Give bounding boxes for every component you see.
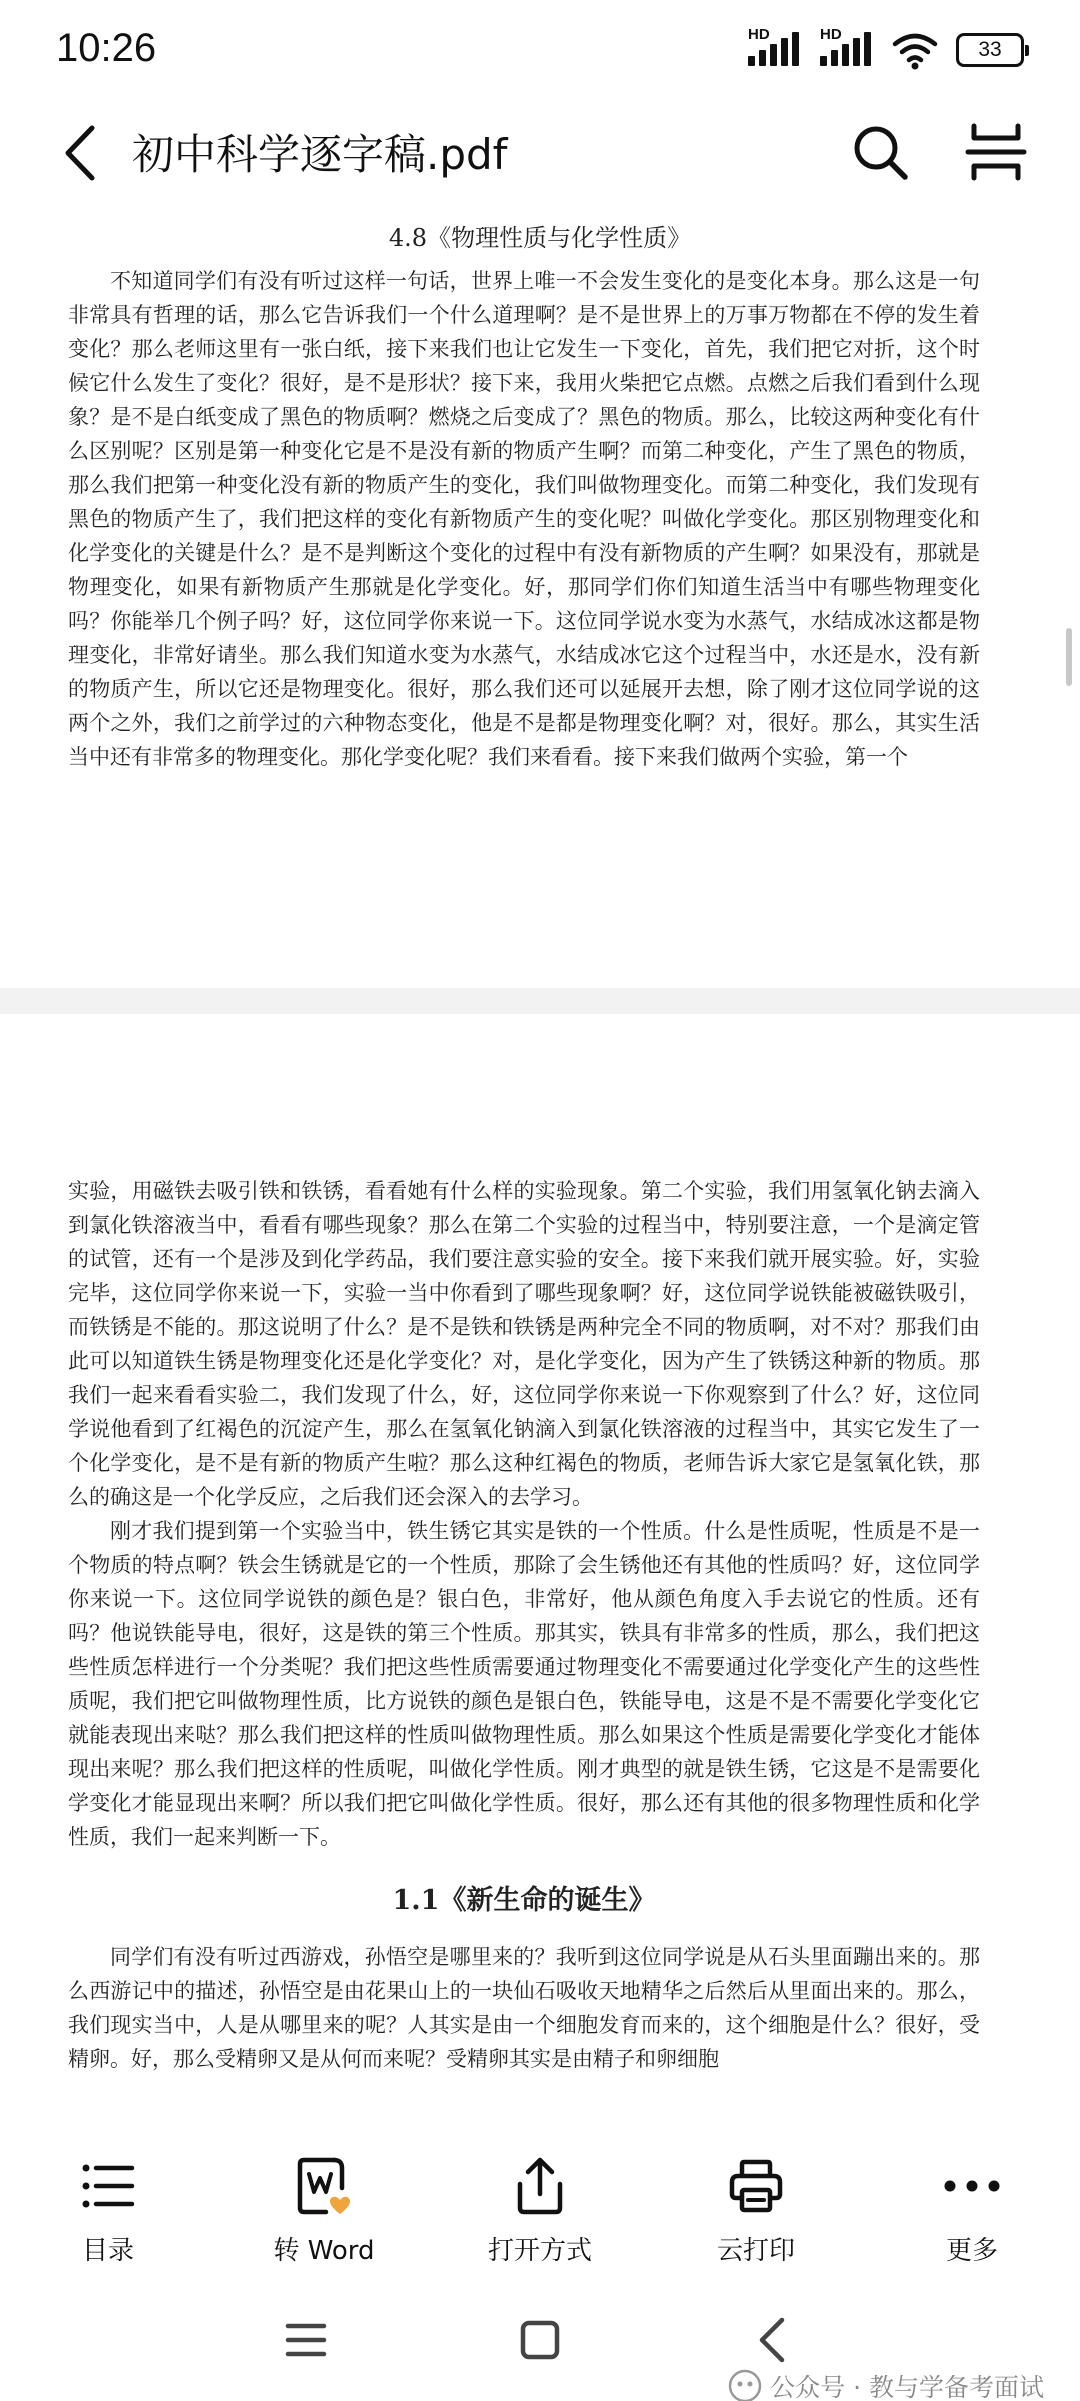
toc-button[interactable] xyxy=(18,2154,198,2267)
open-with-label: 打开方式 xyxy=(487,2236,592,2266)
paragraph: 刚才我们提到第一个实验当中，铁生锈它其实是铁的一个性质。什么是性质呢，性质是不是一个物质的特点啊？铁会生锈就是它的一个性质，那除了会生锈他还有其他的性质吗？好，这位同学你来说一下。这位同学说铁的颜色是？银白色，非常好，他从颜色角度入手去说它的性质。还有吗？他说铁能导电，很好，这是铁的第三个性质。那其实，铁具有非常多的性质，那么，我们把这些性质怎样进行一个分类呢？我们把这些性质需要通过物理变化不需要通过化学变化产生的这些性质呢，我们把它叫做物理性质，比方说铁的颜色是银白色，铁能导电，这是不是不需要化学变化它就能表现出来哒？那么我们把这样的性质叫做物理性质。那么如果这个性质是需要化学变化才能体现出来呢？那么我们把这样的性质呢，叫做化学性质。刚才典型的就是铁生锈，它这是不是需要化学变化才能显现出来啊？所以我们把它叫做化学性质。很好，那么还有其他的很多物理性质和化学性质，我们一起来判断一下。 xyxy=(68,1519,980,1849)
section-title: 4.8《物理性质与化学性质》 xyxy=(388,224,692,252)
app-header xyxy=(0,100,1080,208)
watermark xyxy=(728,2368,1044,2401)
back-nav-icon[interactable] xyxy=(744,2310,804,2370)
share-icon xyxy=(508,2154,572,2218)
cloud-print-label: 云打印 xyxy=(716,2236,795,2266)
convert-word-button[interactable] xyxy=(234,2154,414,2267)
word-convert-icon xyxy=(292,2154,356,2218)
watermark-text: 公众号 · 教与学备考面试 xyxy=(770,2373,1044,2401)
battery-icon xyxy=(956,33,1024,67)
toc-label: 目录 xyxy=(81,2236,134,2266)
network-label: HD xyxy=(748,26,770,43)
scrollbar-thumb[interactable] xyxy=(1066,628,1072,686)
page-text xyxy=(68,1174,980,2076)
convert-word-label: 转 Word xyxy=(273,2236,375,2266)
paragraph: 实验，用磁铁去吸引铁和铁锈，看看她有什么样的实验现象。第二个实验，我们用氢氧化钠去滴入到氯化铁溶液当中，看看有哪些现象？那么在第二个实验的过程当中，特别要注意，一个是滴定管的试管，还有一个是涉及到化学药品，我们要注意实验的安全。接下来我们就开展实验。好，实验完毕，这位同学你来说一下，实验一当中你看到了哪些现象啊？好，这位同学说铁能被磁铁吸引，而铁锈是不能的。那这说明了什么？是不是铁和铁锈是两种完全不同的物质啊，对不对？那我们由此可以知道铁生锈是物理变化还是化学变化？对，是化学变化，因为产生了铁锈这种新的物质。那我们一起来看看实验二，我们发现了什么，好，这位同学你来说一下你观察到了什么？好，这位同学说他看到了红褐色的沉淀产生，那么在氢氧化钠滴入到氯化铁溶液的过程当中，其实它发生了一个化学变化，是不是有新的物质产生啦？那么这种红褐色的物质，老师告诉大家它是氢氧化铁，那么的确这是一个化学反应，之后我们还会深入的去学习。 xyxy=(68,1179,980,1509)
paragraph: 不知道同学们有没有听过这样一句话，世界上唯一不会发生变化的是变化本身。那么这是一句非常具有哲理的话，那么它告诉我们一个什么道理啊？是不是世界上的万事万物都在不停的发生着变化？那么老师这里有一张白纸，接下来我们也让它发生一下变化，首先，我们把它对折，这个时候它什么发生了变化？很好，是不是形状？接下来，我用火柴把它点燃。点燃之后我们看到什么现象？是不是白纸变成了黑色的物质啊？燃烧之后变成了？黑色的物质。那么，比较这两种变化有什么区别呢？区别是第一种变化它是不是没有新的物质产生啊？而第二种变化，产生了黑色的物质，那么我们把第一种变化没有新的物质产生的变化，我们叫做物理变化。而第二种变化，我们发现有黑色的物质产生了，我们把这样的变化有新物质产生的变化呢？叫做化学变化。那区别物理变化和化学变化的关键是什么？是不是判断这个变化的过程中有没有新物质的产生啊？如果没有，那就是物理变化，如果有新物质产生那就是化学变化。好，那同学们你们知道生活当中有哪些物理变化吗？你能举几个例子吗？好，这位同学你来说一下。这位同学说水变为水蒸气，水结成冰这都是物理变化，非常好请坐。那么我们知道水变为水蒸气，水结成冰它这个过程当中，水还是水，没有新的物质产生，所以它还是物理变化。很好，那么我们还可以延展开去想，除了刚才这位同学说的这两个之外，我们之前学过的六种物态变化，他是不是都是物理变化啊？对，很好。那么，其实生活当中还有非常多的物理变化。那化学变化呢？我们来看看。接下来我们做两个实验，第一个 xyxy=(68,269,980,769)
pdf-page-2 xyxy=(0,1014,1080,2140)
signal-icon-2 xyxy=(820,26,874,70)
cloud-print-button[interactable] xyxy=(666,2154,846,2267)
menu-icon[interactable] xyxy=(276,2310,336,2370)
paragraph: 同学们有没有听过西游戏，孙悟空是哪里来的？我听到这位同学说是从石头里面蹦出来的。那么西游记中的描述，孙悟空是由花果山上的一块仙石吸收天地精华之后然后从里面出来的。那么，我们现实当中，人是从哪里来的呢？人其实是由一个细胞发育而来的，这个细胞是什么？很好，受精卵。好，那么受精卵又是从何而来呢？受精卵其实是由精子和卵细胞 xyxy=(68,1945,980,2071)
search-icon[interactable] xyxy=(848,120,912,184)
open-with-button[interactable] xyxy=(450,2154,630,2267)
more-button[interactable] xyxy=(882,2154,1062,2267)
status-time: 10:26 xyxy=(56,26,157,70)
more-dots-icon xyxy=(940,2154,1004,2218)
printer-icon xyxy=(724,2154,788,2218)
signal-icon xyxy=(748,26,802,70)
battery-level: 33 xyxy=(978,38,1002,61)
wechat-logo-icon xyxy=(728,2369,762,2401)
status-icons xyxy=(748,28,1024,72)
section-title: 1.1《新生命的诞生》 xyxy=(392,1885,656,1916)
document-title: 初中科学逐字稿.pdf xyxy=(132,130,508,179)
pdf-page-1 xyxy=(0,208,1080,988)
pdf-viewer[interactable] xyxy=(0,208,1080,2140)
more-label: 更多 xyxy=(945,2236,998,2266)
page-text xyxy=(68,264,980,774)
list-icon xyxy=(76,2154,140,2218)
back-icon[interactable] xyxy=(52,118,112,188)
wifi-icon xyxy=(892,30,938,70)
home-icon[interactable] xyxy=(510,2310,570,2370)
network-label-2: HD xyxy=(820,26,842,43)
fit-width-icon[interactable] xyxy=(964,120,1028,184)
status-bar xyxy=(0,0,1080,100)
bottom-toolbar xyxy=(0,2140,1080,2280)
